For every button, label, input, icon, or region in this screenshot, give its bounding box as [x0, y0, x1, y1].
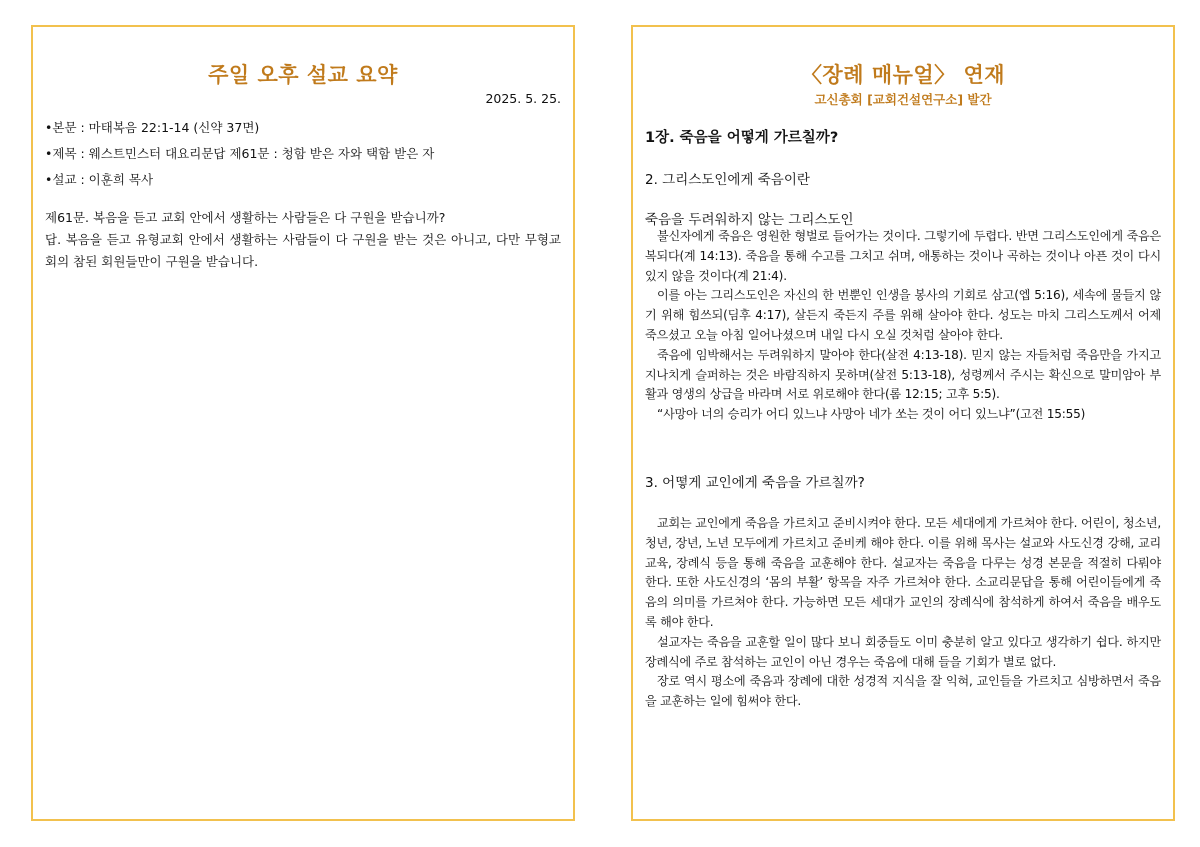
catechism-question: 제61문. 복음을 듣고 교회 안에서 생활하는 사람들은 다 구원을 받습니까? — [45, 210, 446, 225]
section-heading-2: 2. 그리스도인에게 죽음이란 — [645, 172, 810, 188]
chapter-heading: 1장. 죽음을 어떻게 가르칠까? — [645, 130, 839, 146]
section-heading-3: 3. 어떻게 교인에게 죽음을 가르칠까? — [645, 475, 865, 491]
funeral-manual-title: 〈장례 매뉴얼〉 연재 — [800, 63, 1006, 87]
section-2-body — [645, 227, 1161, 425]
sermon-subject: •제목 : 웨스트민스터 대요리문답 제61문 : 청함 받은 자와 택함 받은 자 — [45, 146, 435, 161]
left-page-panel — [31, 25, 575, 821]
catechism-answer: 답. 복음을 듣고 유형교회 안에서 생활하는 사람들이 다 구원을 받는 것은 아니고, 다만 무형교회의 참된 회원들만이 구원을 받습니다. — [45, 232, 561, 269]
catechism-qa — [45, 207, 561, 273]
sermon-summary-title: 주일 오후 설교 요약 — [208, 63, 398, 87]
sermon-passage: •본문 : 마태복음 22:1-14 (신약 37면) — [45, 120, 260, 135]
paragraph: 이를 아는 그리스도인은 자신의 한 번뿐인 인생을 봉사의 기회로 삼고(엡 5:16), 세속에 물들지 않기 위해 힘쓰되(딤후 4:17), 살든지 죽든지 주를 위해 살아야 한다. 성도는 마치 그리스도께서 어제 죽으셨고 오늘 아침 일어나셨으며 내일 다시 오실 것처럼 살아야 한다. — [645, 288, 1161, 342]
sermon-info-list — [45, 115, 561, 193]
funeral-manual-subtitle: 고신총회 [교회건설연구소] 발간 — [814, 92, 992, 107]
paragraph: 장로 역시 평소에 죽음과 장례에 대한 성경적 지식을 잘 익혀, 교인들을 가르치고 심방하면서 죽음을 교훈하는 일에 힘써야 한다. — [645, 674, 1161, 709]
section-3-body — [645, 514, 1161, 712]
right-page-panel — [631, 25, 1175, 821]
paragraph: 불신자에게 죽음은 영원한 형벌로 들어가는 것이다. 그렇기에 두렵다. 반면 그리스도인에게 죽음은 복되다(계 14:13). 죽음을 통해 수고를 그치고 쉬며, 애통하는 것이나 곡하는 것이나 아픈 것이 다시 있지 않을 것이다(계 21:4). — [645, 229, 1161, 283]
paragraph: 죽음에 임박해서는 두려워하지 말아야 한다(살전 4:13-18). 믿지 않는 자들처럼 죽음만을 가지고 지나치게 슬퍼하는 것은 바람직하지 못하며(살전 5:13-18), 성령께서 주시는 확신으로 말미암아 부활과 영생의 상급을 바라며 서로 위로해야 한다(롬 12:15; 고후 5:5). — [645, 347, 1161, 402]
sermon-date: 2025. 5. 25. — [485, 91, 561, 106]
subheading-fearless-christian: 죽음을 두려워하지 않는 그리스도인 — [645, 212, 854, 228]
paragraph: 설교자는 죽음을 교훈할 일이 많다 보니 회중들도 이미 충분히 알고 있다고 생각하기 쉽다. 하지만 장례식에 주로 참석하는 교인이 아닌 경우는 죽음에 대해 들을 기회가 별로 없다. — [645, 634, 1161, 669]
paragraph: 교회는 교인에게 죽음을 가르치고 준비시켜야 한다. 모든 세대에게 가르쳐야 한다. 어린이, 청소년, 청년, 장년, 노년 모두에게 가르치고 준비케 해야 한다. 이를 위해 목사는 설교와 사도신경 강해, 교리교육, 장례식 등을 통해 죽음을 교훈해야 한다. 설교자는 죽음을 다루는 성경 본문을 적절히 다뤄야 한다. 또한 사도신경의 ‘몸의 부활’ 항목을 자주 가르쳐야 한다. 소교리문답을 통해 어린이들에게 죽음의 의미를 가르쳐야 한다. 가능하면 모든 세대가 교인의 장례식에 참석하게 하여서 죽음을 배우도록 해야 한다. — [645, 516, 1161, 629]
sermon-preacher: •설교 : 이훈희 목사 — [45, 172, 154, 187]
scripture-quote: “사망아 너의 승리가 어디 있느냐 사망아 네가 쏘는 것이 어디 있느냐”(고전 15:55) — [657, 407, 1086, 422]
